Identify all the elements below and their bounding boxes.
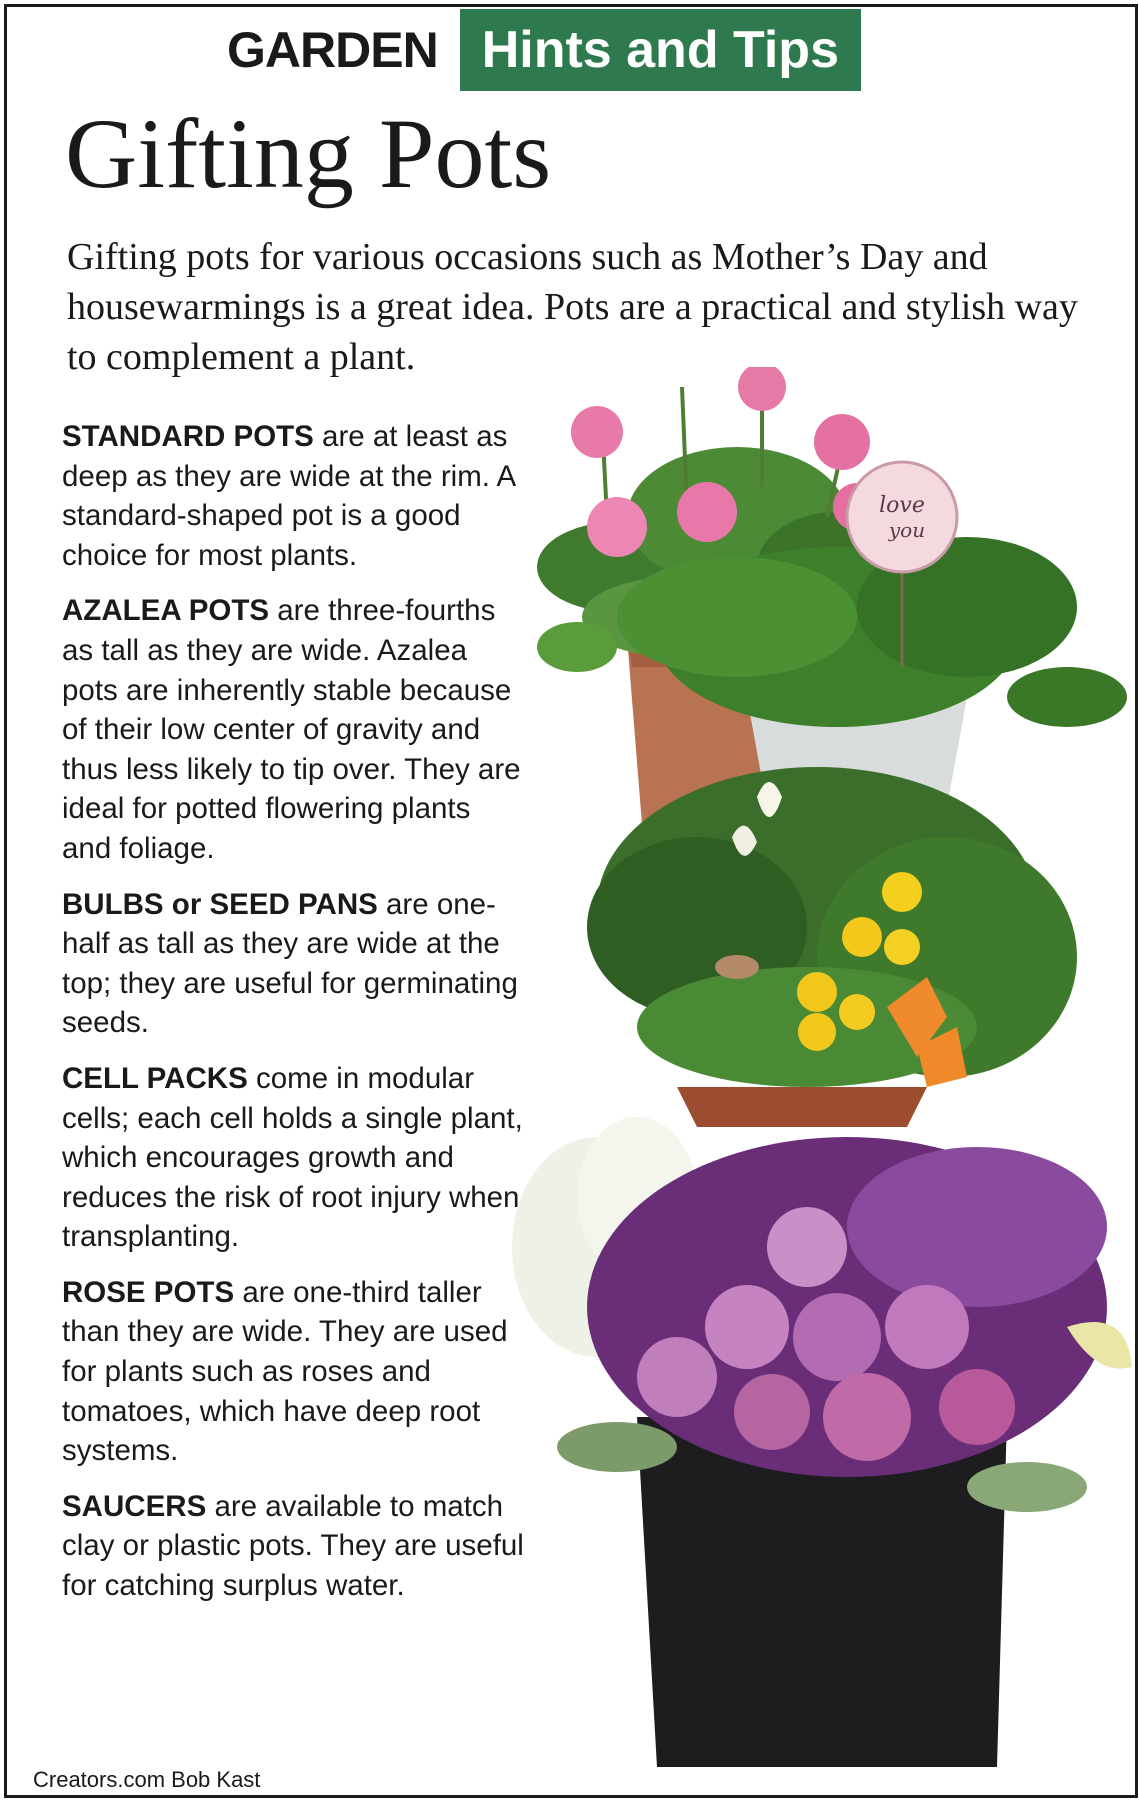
tip-text: are one-third taller than they are wide. They are used for plants such as roses and tomatoes, which have deep root systems.: [62, 1275, 508, 1468]
tips-column: [62, 417, 524, 1622]
section-kicker: GARDEN: [227, 22, 438, 78]
tip-cell-packs: [62, 1059, 524, 1257]
tip-text: are one-half as tall as they are wide at the top; they are useful for germinating seeds.: [62, 887, 518, 1040]
rose-arrangement: [512, 1117, 1132, 1767]
headline: Gifting Pots: [65, 98, 552, 209]
tip-saucers: [62, 1487, 524, 1606]
tip-term: SAUCERS: [62, 1489, 207, 1523]
tip-text: come in modular cells; each cell holds a single plant, which encourages growth and reduces the risk of root injury when transplanting.: [62, 1061, 523, 1254]
tip-azalea-pots: [62, 591, 524, 868]
tip-standard-pots: [62, 417, 524, 575]
tip-text: are three-fourths as tall as they are wide. Azalea pots are inherently stable because of their low center of gravity and thus less likely to tip over. They are ideal for potted flowering plants and foliage.: [62, 594, 521, 865]
plant-tag-line2: you: [888, 518, 926, 542]
tip-term: CELL PACKS: [62, 1061, 248, 1095]
tip-term: AZALEA POTS: [62, 594, 270, 628]
tip-rose-pots: [62, 1273, 524, 1471]
mixed-foliage-plant: [587, 767, 1077, 1127]
photo-credit: Creators.com Bob Kast: [33, 1767, 261, 1792]
intro-paragraph: Gifting pots for various occasions such as Mother’s Day and housewarmings is a great idea. Pots are a practical and stylish way to complement a plant.: [67, 236, 1078, 378]
tip-seed-pans: [62, 885, 524, 1043]
article-frame: [4, 4, 1138, 1798]
tip-term: ROSE POTS: [62, 1275, 235, 1309]
tip-text: are available to match clay or plastic pots. They are useful for catching surplus water.: [62, 1489, 524, 1603]
section-banner: Hints and Tips: [460, 9, 861, 91]
tip-term: BULBS or SEED PANS: [62, 887, 378, 921]
tip-term: STANDARD POTS: [62, 420, 314, 453]
plant-tag-line1: love: [879, 493, 925, 518]
masthead: [227, 9, 861, 91]
potted-plants-illustration: [507, 367, 1132, 1792]
tip-text: are at least as deep as they are wide at the rim. A standard-shaped pot is a good choice for most plants.: [62, 420, 515, 572]
